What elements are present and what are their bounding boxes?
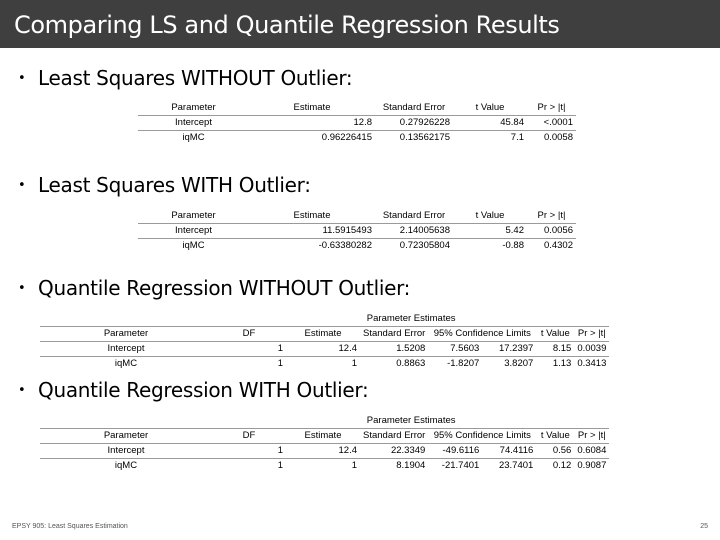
table-cell: 0.9087 bbox=[574, 459, 609, 474]
table-cell: iqMC bbox=[138, 239, 249, 254]
table-cell: <.0001 bbox=[527, 116, 576, 131]
table-cell: 0.72305804 bbox=[375, 239, 453, 254]
bullet-dot: • bbox=[18, 70, 26, 86]
table-cell: 2.14005638 bbox=[375, 224, 453, 239]
ls-without-outlier-table bbox=[138, 101, 576, 145]
bullet-dot: • bbox=[18, 280, 26, 296]
table-cell: 45.84 bbox=[453, 116, 527, 131]
table-cell bbox=[212, 312, 286, 327]
table-cell: 12.4 bbox=[286, 342, 360, 357]
table-cell: 0.56 bbox=[536, 444, 574, 459]
table-cell: 8.15 bbox=[536, 342, 574, 357]
table-cell: 5.42 bbox=[453, 224, 527, 239]
table-cell: 0.3413 bbox=[574, 357, 609, 372]
bullet-ls-without-outlier bbox=[18, 66, 352, 90]
table-cell: iqMC bbox=[40, 459, 212, 474]
table-cell: Intercept bbox=[138, 116, 249, 131]
table-cell bbox=[536, 414, 574, 429]
table-group-row bbox=[40, 312, 615, 327]
bullet-qr-with-outlier bbox=[18, 378, 368, 402]
table-cell: iqMC bbox=[138, 131, 249, 146]
table-cell: 1.13 bbox=[536, 357, 574, 372]
header-cell: Standard Error bbox=[360, 429, 428, 444]
table-cell bbox=[536, 312, 574, 327]
group-label: Parameter Estimates bbox=[366, 313, 456, 324]
bullet-heading: Least Squares WITHOUT Outlier: bbox=[38, 66, 353, 90]
table-cell: Intercept bbox=[40, 342, 212, 357]
table-cell: Intercept bbox=[138, 224, 249, 239]
table-cell: 0.4302 bbox=[527, 239, 576, 254]
header-cell: Pr > |t| bbox=[574, 429, 609, 444]
table-cell: -0.63380282 bbox=[249, 239, 375, 254]
table-cell: -0.88 bbox=[453, 239, 527, 254]
table-cell bbox=[40, 414, 212, 429]
table-cell: 0.6084 bbox=[574, 444, 609, 459]
bullet-heading: Quantile Regression WITH Outlier: bbox=[38, 378, 369, 402]
qr-with-outlier-table bbox=[40, 414, 615, 473]
table-cell: -21.7401 bbox=[428, 459, 482, 474]
ls-with-outlier-table bbox=[138, 209, 576, 253]
table-cell: 1 bbox=[212, 342, 286, 357]
table-row bbox=[40, 342, 615, 357]
table-cell: 23.7401 bbox=[482, 459, 536, 474]
table-cell: 8.1904 bbox=[360, 459, 428, 474]
slide-footer: EPSY 905: Least Squares Estimation bbox=[12, 523, 128, 530]
header-cell: 95% Confidence Limits bbox=[428, 327, 536, 342]
header-cell: Standard Error bbox=[382, 210, 446, 221]
table-header-row bbox=[138, 209, 576, 224]
header-cell: Parameter bbox=[40, 327, 212, 342]
header-cell: t Value bbox=[536, 327, 574, 342]
table-cell: 1.5208 bbox=[360, 342, 428, 357]
header-cell: Estimate bbox=[293, 102, 331, 113]
table-cell: 7.5603 bbox=[428, 342, 482, 357]
table-cell: 74.4116 bbox=[482, 444, 536, 459]
table-cell: 0.0039 bbox=[574, 342, 609, 357]
table-cell: 1 bbox=[212, 357, 286, 372]
table-row bbox=[40, 357, 615, 372]
table-cell bbox=[574, 312, 609, 327]
table-cell: 7.1 bbox=[453, 131, 527, 146]
table-cell: 12.4 bbox=[286, 444, 360, 459]
table-cell: 1 bbox=[212, 444, 286, 459]
header-cell: t Value bbox=[475, 210, 505, 221]
table-cell: 22.3349 bbox=[360, 444, 428, 459]
slide-title: Comparing LS and Quantile Regression Results bbox=[14, 11, 560, 39]
table-cell: 0.13562175 bbox=[375, 131, 453, 146]
bullet-dot: • bbox=[18, 382, 26, 398]
header-cell: Estimate bbox=[286, 327, 360, 342]
table-row bbox=[40, 459, 615, 474]
bullet-ls-with-outlier bbox=[18, 173, 311, 197]
table-row bbox=[40, 444, 615, 459]
table-cell: 0.0056 bbox=[527, 224, 576, 239]
table-header-row bbox=[40, 429, 615, 444]
table-cell bbox=[40, 312, 212, 327]
header-cell: DF bbox=[212, 327, 286, 342]
header-cell: DF bbox=[212, 429, 286, 444]
table-cell: 12.8 bbox=[249, 116, 375, 131]
table-row bbox=[138, 116, 576, 131]
group-label: Parameter Estimates bbox=[366, 415, 456, 426]
table-cell: iqMC bbox=[40, 357, 212, 372]
table-cell: 0.8863 bbox=[360, 357, 428, 372]
table-cell: 0.96226415 bbox=[249, 131, 375, 146]
table-cell: 1 bbox=[286, 459, 360, 474]
header-cell: 95% Confidence Limits bbox=[428, 429, 536, 444]
bullet-dot: • bbox=[18, 177, 26, 193]
bullet-heading: Quantile Regression WITHOUT Outlier: bbox=[38, 276, 411, 300]
header-cell: Standard Error bbox=[360, 327, 428, 342]
title-bar bbox=[0, 0, 720, 48]
table-row bbox=[138, 224, 576, 239]
table-cell: 0.0058 bbox=[527, 131, 576, 146]
table-cell: 1 bbox=[286, 357, 360, 372]
table-cell: -1.8207 bbox=[428, 357, 482, 372]
header-cell: Estimate bbox=[286, 429, 360, 444]
table-cell: Intercept bbox=[40, 444, 212, 459]
table-cell bbox=[212, 414, 286, 429]
table-cell: 3.8207 bbox=[482, 357, 536, 372]
header-cell: t Value bbox=[475, 102, 505, 113]
header-cell: Pr > |t| bbox=[537, 210, 566, 221]
header-cell: Parameter bbox=[171, 102, 216, 113]
table-cell: 0.12 bbox=[536, 459, 574, 474]
table-cell bbox=[609, 312, 615, 327]
table-header-row bbox=[138, 101, 576, 116]
header-cell: Standard Error bbox=[382, 102, 446, 113]
table-row bbox=[138, 239, 576, 254]
table-cell bbox=[609, 414, 615, 429]
qr-without-outlier-table bbox=[40, 312, 615, 371]
table-cell: -49.6116 bbox=[428, 444, 482, 459]
header-cell: Parameter bbox=[40, 429, 212, 444]
header-cell: Pr > |t| bbox=[574, 327, 609, 342]
table-cell: 11.5915493 bbox=[249, 224, 375, 239]
table-group-row bbox=[40, 414, 615, 429]
header-cell: Parameter bbox=[171, 210, 216, 221]
bullet-qr-without-outlier bbox=[18, 276, 410, 300]
header-cell: Estimate bbox=[293, 210, 331, 221]
table-header-row bbox=[40, 327, 615, 342]
bullet-heading: Least Squares WITH Outlier: bbox=[38, 173, 311, 197]
table-row bbox=[138, 131, 576, 146]
table-cell: 17.2397 bbox=[482, 342, 536, 357]
table-cell: 0.27926228 bbox=[375, 116, 453, 131]
table-cell bbox=[574, 414, 609, 429]
header-cell: Pr > |t| bbox=[537, 102, 566, 113]
page-number: 25 bbox=[700, 523, 708, 530]
header-cell: t Value bbox=[536, 429, 574, 444]
table-cell: 1 bbox=[212, 459, 286, 474]
